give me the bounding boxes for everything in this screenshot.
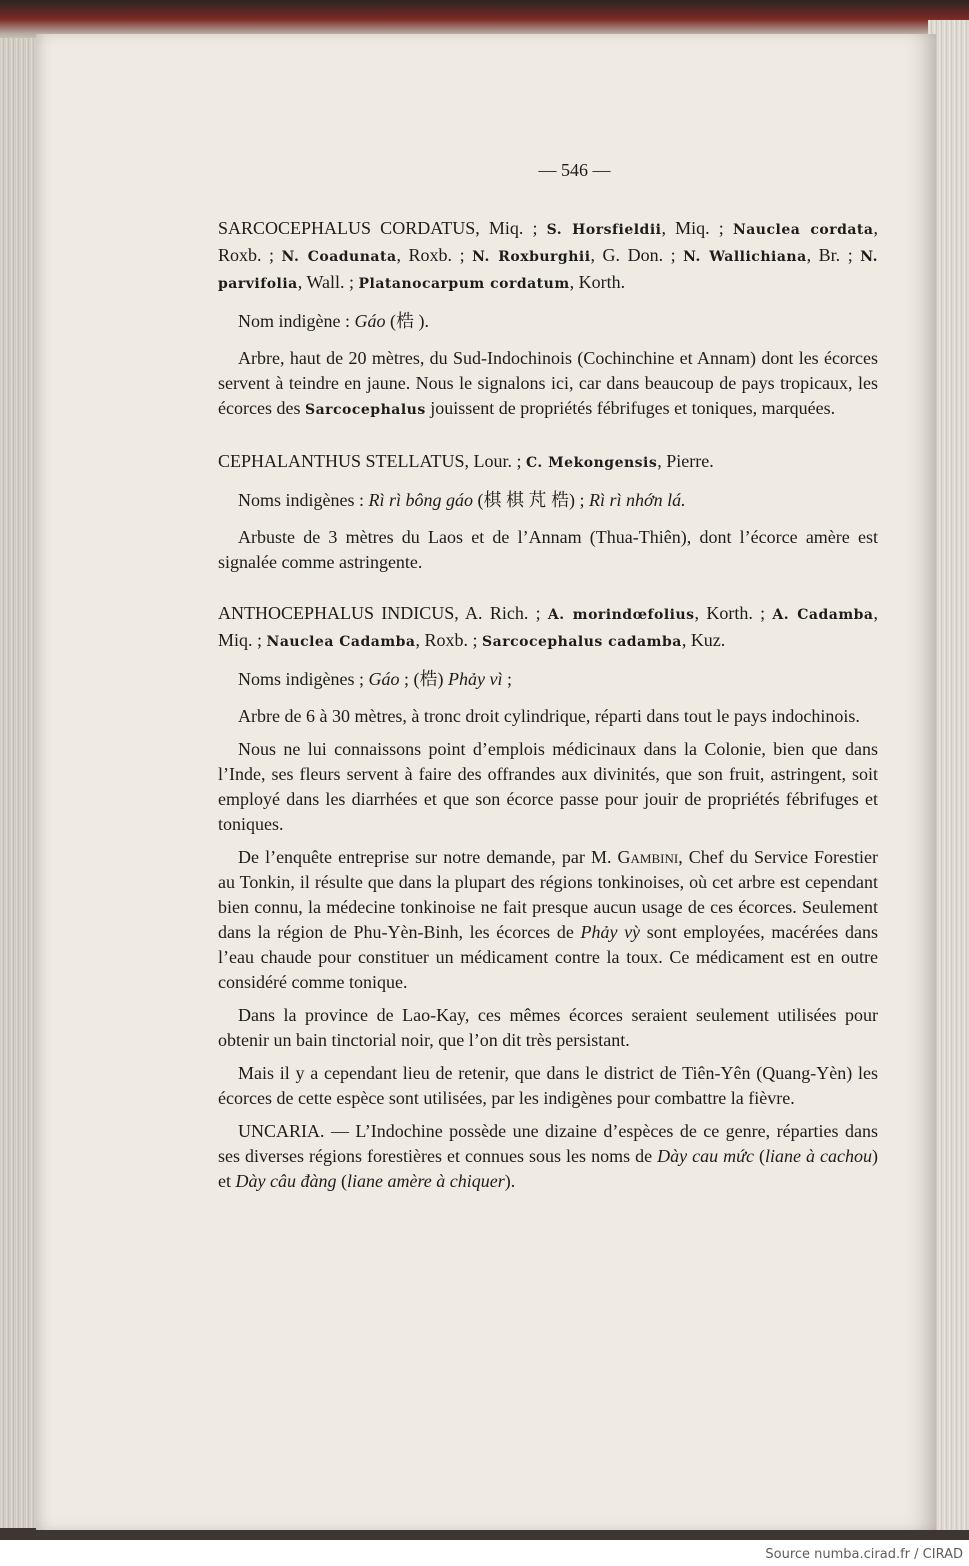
paragraph: Arbre de 6 à 30 mètres, à tronc droit cylindrique, réparti dans tout le pays indochinois. [238, 706, 860, 726]
species-name: CEPHALANTHUS STELLATUS [218, 451, 465, 471]
native-name: Gáo [368, 669, 400, 689]
synonym: N. Roxburghii [472, 249, 591, 265]
author: , A. Rich. ; [454, 603, 548, 623]
native-label: Noms indigènes ; [238, 669, 369, 689]
author: , Pierre. [657, 451, 714, 471]
text-run: jouissent de propriétés fébrifuges et toniques, marquées. [425, 398, 836, 418]
native-name: Phảy vỳ [580, 922, 641, 942]
author: , Korth. ; [694, 603, 773, 623]
author: , Korth. [569, 272, 626, 292]
native-chars: ; (梏) [399, 669, 448, 689]
author: , Kuz. [681, 630, 726, 650]
text-run: ). [504, 1171, 516, 1191]
paragraph: Nous ne lui connaissons point d’emplois médicinaux dans la Colonie, bien que dans l’Inde, ses fleurs servent à faire des offrandes aux divinités, que son fruit, astringent, soit employé dans les diarrhées et que son écorce passe pour jouir de propriétés fébrifuges et toniques. [218, 739, 878, 834]
native-chars: (棋 棋 芃 梏) ; [473, 490, 590, 510]
synonym: Platanocarpum cordatum [358, 276, 570, 292]
author: , Miq. ; [218, 603, 879, 650]
native-name: Rì rì bông gáo [368, 490, 474, 510]
native-name: Rì rì nhớn lá. [589, 490, 686, 510]
native-names [218, 309, 878, 334]
author: , Wall. ; [297, 272, 359, 292]
text-run: Arbre, haut de 20 mètres, du Sud-Indochinois (Cochinchine et Annam) dont les écorces servent à teindre en jaune. Nous le signalons ici, car dans beaucoup de pays tropicaux, les écorces des [218, 348, 878, 418]
species-name: ANTHOCEPHALUS INDICUS [218, 603, 455, 623]
text-run: UNCARIA. — L’Indochine possède une dizaine d’espèces de ce genre, réparties dans ses diverses régions forestières et connues sous les noms de [218, 1121, 878, 1166]
author: , G. Don. ; [590, 245, 684, 265]
translation: liane à cachou [764, 1146, 872, 1166]
synonym: N. parvifolia [218, 249, 878, 292]
text-run: ) et [218, 1146, 878, 1191]
author: , Roxb. ; [218, 218, 878, 265]
synonym: Sarcocephalus [304, 402, 426, 418]
native-name: Phảy vì [448, 669, 503, 689]
synonym: A. morindœfolius [547, 607, 695, 623]
translation: liane amère à chiquer [346, 1171, 505, 1191]
text-run: ( [753, 1146, 765, 1166]
synonym: A. Cadamba [772, 607, 874, 623]
author: , Miq. ; [661, 218, 733, 238]
author: , Lour. ; [464, 451, 527, 471]
paragraph [218, 346, 878, 423]
paragraph: Dans la province de Lao-Kay, ces mêmes écorces seraient seulement utilisées pour obtenir un bain tinctorial noir, que l’on dit très persistant. [218, 1005, 878, 1050]
native-chars: (梏 ). [385, 311, 429, 331]
text-run: De l’enquête entreprise sur notre demande, par M. [238, 847, 618, 867]
text-run: sont employées, macérées dans l’eau chaude pour constituer un médicament contre la toux. Ce médicament est en outre considéré comme tonique. [218, 922, 879, 992]
text-run: ( [336, 1171, 347, 1191]
native-label: Noms indigènes : [238, 490, 369, 510]
page-text [218, 208, 878, 1202]
native-label: Nom indigène : [238, 311, 355, 331]
paragraph: Arbuste de 3 mètres du Laos et de l’Annam (Thua-Thiên), dont l’écorce amère est signalée comme astringente. [218, 527, 878, 572]
native-names [218, 488, 878, 513]
page-number: — 546 — [538, 160, 611, 180]
synonym: S. Horsfieldii [546, 222, 662, 238]
text-run: ; [502, 669, 512, 689]
species-name: SARCOCEPHALUS CORDATUS [218, 218, 476, 238]
native-name: Dày cau mức [657, 1146, 754, 1166]
synonym: N. Coadunata [281, 249, 397, 265]
paragraph [218, 845, 878, 995]
synonym: Nauclea cordata [732, 222, 874, 238]
synonym: Sarcocephalus cadamba [482, 634, 682, 650]
native-name: Dày câu đàng [235, 1171, 337, 1191]
species-heading-anthocephalus [218, 601, 878, 655]
paragraph: Mais il y a cependant lieu de retenir, que dans le district de Tiên-Yên (Quang-Yèn) les écorces de cette espèce sont utilisées, par les indigènes pour combattre la fièvre. [218, 1063, 878, 1108]
synonym: C. Mekongensis [526, 455, 658, 471]
paragraph [218, 1119, 878, 1194]
author: , Roxb. ; [415, 630, 483, 650]
native-names [218, 667, 878, 692]
native-name: Gáo [354, 311, 386, 331]
text-run: , Chef du Service Forestier au Tonkin, il résulte que dans la plupart des régions tonkinoises, où cet arbre est cependant bien connu, la médecine tonkinoise ne fait presque aucun usage de ces écorces. Seulement dans la région de Phu-Yèn-Binh, les écorces de [218, 847, 879, 942]
species-heading-sarcocephalus [218, 216, 878, 297]
synonym: Nauclea Cadamba [266, 634, 416, 650]
author: , Br. ; [806, 245, 861, 265]
author: , Miq. ; [475, 218, 547, 238]
species-heading-cephalanthus [218, 449, 878, 476]
person-name: Gambini [617, 847, 679, 867]
synonym: N. Wallichiana [683, 249, 807, 265]
author: , Roxb. ; [396, 245, 473, 265]
source-credit: Source numba.cirad.fr / CIRAD [765, 1547, 963, 1562]
